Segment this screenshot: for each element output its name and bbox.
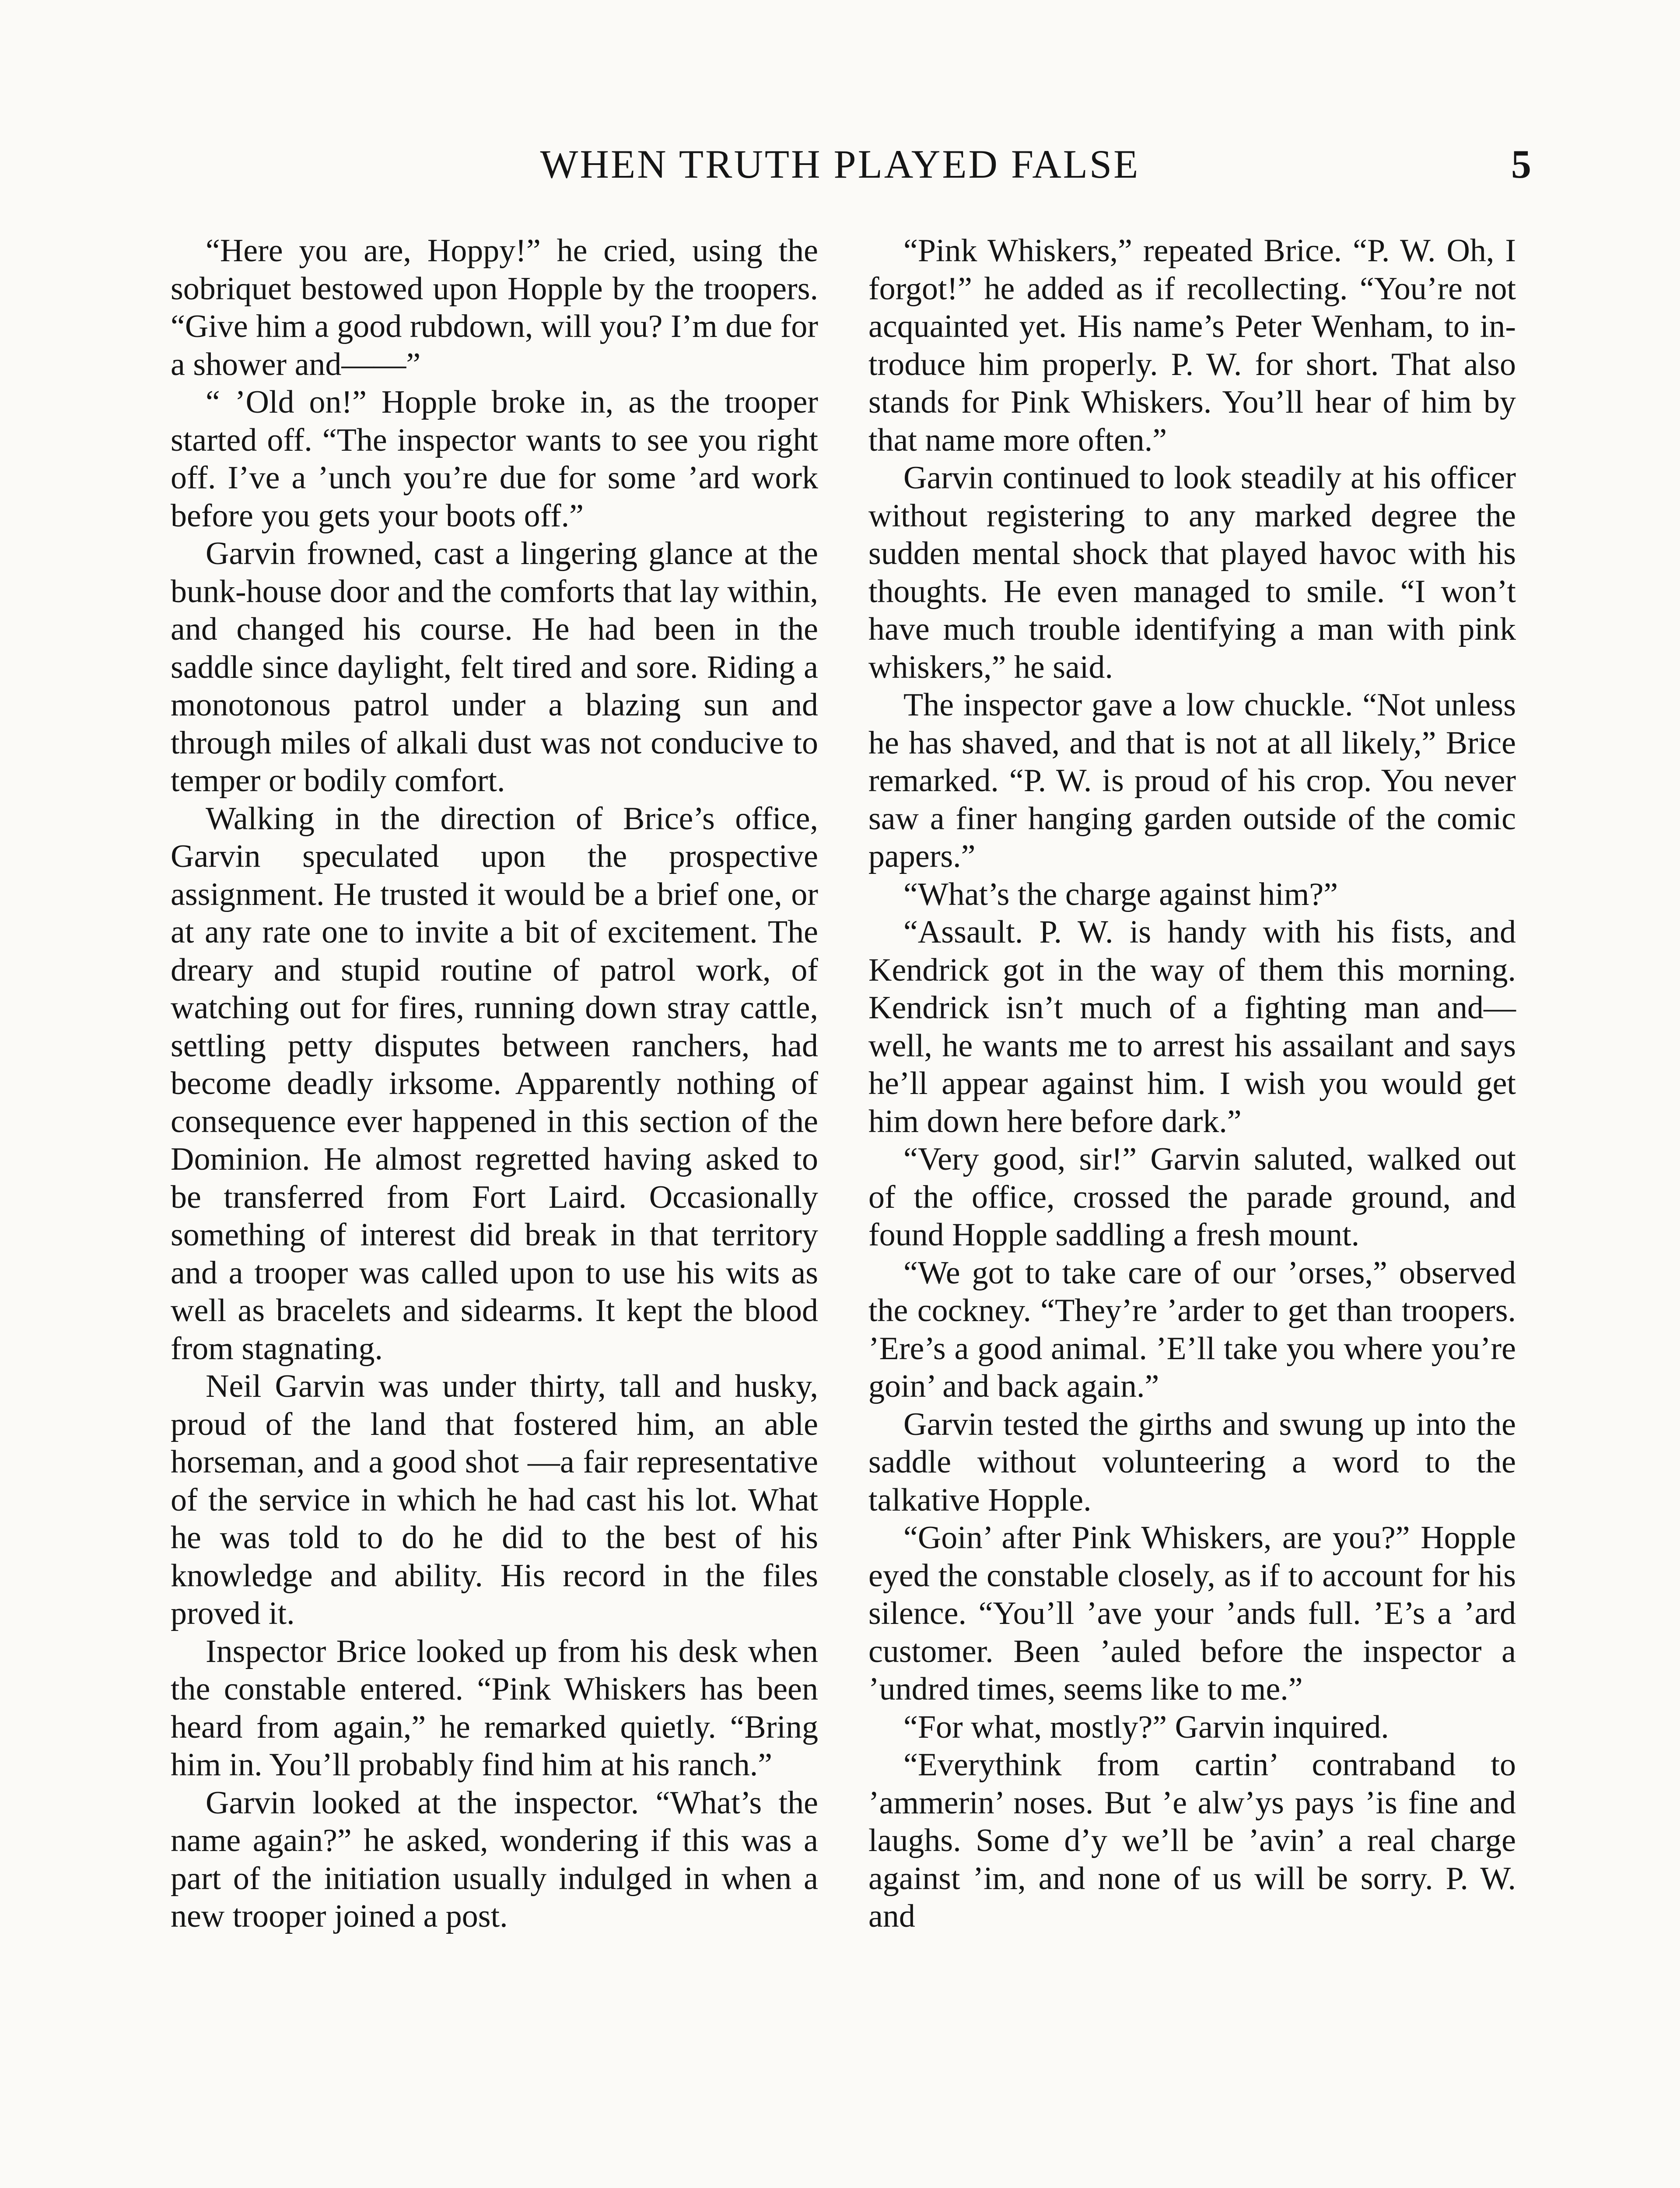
- paragraph: “Pink Whiskers,” repeated Brice. “P. W. Oh, I forgot!” he added as if recollecting. “You’re not acquainted yet. His name’s Peter Wenham, to introduce him properly. P. W. for short. That also stands for Pink Whiskers. You’ll hear of him by that name more often.”: [868, 233, 1516, 458]
- paragraph: “Very good, sir!” Garvin saluted, walked out of the office, crossed the parade ground, and found Hopple saddling a fresh mount.: [868, 1141, 1516, 1253]
- paragraph: Walking in the direction of Brice’s office, Garvin speculated upon the prospective assignment. He trusted it would be a brief one, or at any rate one to invite a bit of excitement. The dreary and stupid routine of patrol work, of watching out for fires, running down stray cattle, settling petty disputes between ranchers, had become deadly irksome. Apparently nothing of consequence ever happened in this section of the Dominion. He almost regretted having asked to be transferred from Fort Laird. Occasionally something of interest did break in that territory and a trooper was called upon to use his wits as well as bracelets and sidearms. It kept the blood from stagnating.: [171, 800, 818, 1367]
- right-column: [868, 232, 1516, 1936]
- paragraph: Inspector Brice looked up from his desk when the constable entered. “Pink Whiskers has been heard from again,” he remarked quietly. “Bring him in. You’ll probably find him at his ranch.”: [171, 1633, 818, 1783]
- paragraph: “We got to take care of our ’orses,” observed the cockney. “They’re ’arder to get than troopers. ’Ere’s a good animal. ’E’ll take you where you’re goin’ and back again.”: [868, 1255, 1516, 1404]
- paragraph: “For what, mostly?” Garvin inquired.: [903, 1709, 1389, 1745]
- running-title: WHEN TRUTH PLAYED FALSE: [540, 142, 1140, 186]
- paragraph: “ ’Old on!” Hopple broke in, as the trooper started off. “The inspector wants to see you right off. I’ve a ’unch you’re due for some ’ard work before you gets your boots off.”: [171, 384, 818, 534]
- paragraph: Garvin looked at the inspector. “What’s the name again?” he asked, wondering if this was a part of the initiation usually indulged in when a new trooper joined a post.: [171, 1785, 818, 1934]
- paragraph: “Goin’ after Pink Whiskers, are you?” Hopple eyed the constable closely, as if to account for his silence. “You’ll ’ave your ’ands full. ’E’s a ’ard customer. Been ’auled before the inspector a ’undred times, seems like to me.”: [868, 1520, 1516, 1707]
- paragraph: Garvin tested the girths and swung up into the saddle without volunteering a word to the talkative Hopple.: [868, 1406, 1516, 1518]
- paragraph: Garvin continued to look steadily at his officer without registering to any marked degree the sudden mental shock that played havoc with his thoughts. He even managed to smile. “I won’t have much trouble identifying a man with pink whiskers,” he said.: [868, 460, 1516, 685]
- paragraph: The inspector gave a low chuckle. “Not unless he has shaved, and that is not at all likely,” Brice remarked. “P. W. is proud of his crop. You never saw a finer hanging garden outside of the comic papers.”: [868, 687, 1516, 874]
- paragraph: Garvin frowned, cast a lingering glance at the bunk-house door and the comforts that lay within, and changed his course. He had been in the saddle since daylight, felt tired and sore. Riding a monotonous patrol under a blazing sun and through miles of alkali dust was not conducive to temper or bodily comfort.: [171, 536, 818, 799]
- left-column: [171, 232, 818, 1936]
- paragraph: “Assault. P. W. is handy with his fists, and Kendrick got in the way of them this morning. Kendrick isn’t much of a fighting man and—well, he wants me to arrest his assailant and says he’ll appear against him. I wish you would get him down here before dark.”: [868, 914, 1516, 1140]
- page-number: 5: [1511, 142, 1531, 186]
- paragraph: “What’s the charge against him?”: [903, 876, 1338, 912]
- paragraph: Neil Garvin was under thirty, tall and husky, proud of the land that fostered him, an able horseman, and a good shot —a fair representative of the service in which he had cast his lot. What he was told to do he did to the best of his knowledge and ability. His record in the files proved it.: [171, 1368, 818, 1631]
- paragraph: “Everythink from cartin’ contraband to ’ammerin’ noses. But ’e alw’ys pays ’is fine and laughs. Some d’y we’ll be ’avin’ a real charge against ’im, and none of us will be sorry. P. W. and: [868, 1747, 1516, 1934]
- paragraph: “Here you are, Hoppy!” he cried, using the sobriquet bestowed upon Hopple by the troopers. “Give him a good rubdown, will you? I’m due for a shower and——”: [171, 233, 818, 382]
